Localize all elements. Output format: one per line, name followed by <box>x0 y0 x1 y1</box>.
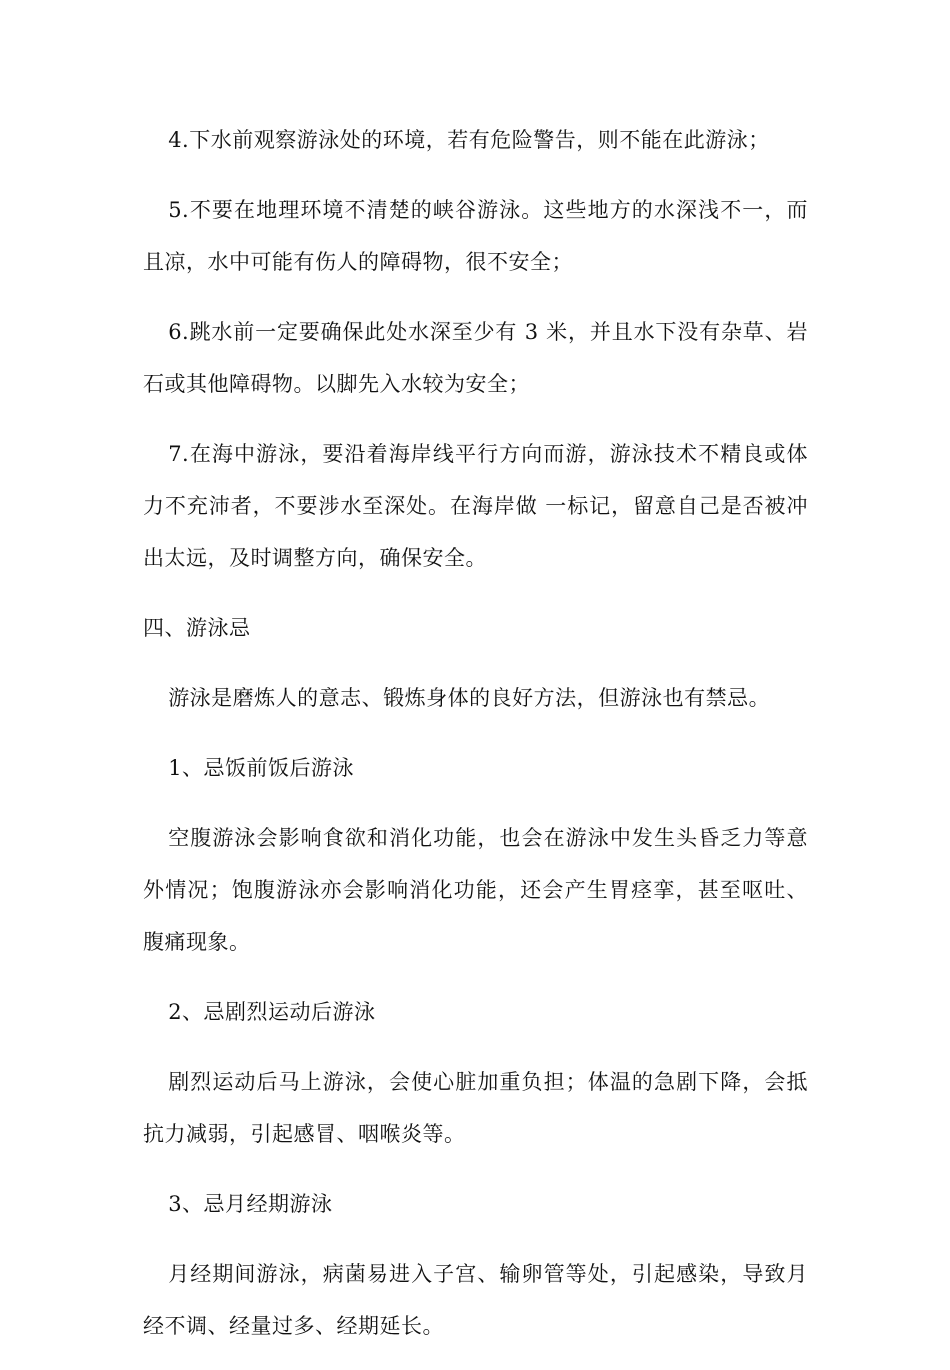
section-heading: 四、游泳忌 <box>143 616 251 640</box>
paragraph-rule-6: 6.跳水前一定要确保此处水深至少有 3 米，并且水下没有杂草、岩石或其他障碍物。以脚先入水较为安全； <box>143 320 808 396</box>
paragraph-rule-4: 4.下水前观察游泳处的环境，若有危险警告，则不能在此游泳； <box>168 128 770 152</box>
subheading-1: 1、忌饭前饭后游泳 <box>168 756 355 780</box>
paragraph-sub-2: 剧烈运动后马上游泳，会使心脏加重负担；体温的急剧下降，会抵抗力减弱，引起感冒、咽喉炎等。 <box>143 1070 808 1146</box>
subheading-2: 2、忌剧烈运动后游泳 <box>168 1000 376 1024</box>
subheading-3: 3、忌月经期游泳 <box>168 1192 333 1216</box>
paragraph-sub-1: 空腹游泳会影响食欲和消化功能，也会在游泳中发生头昏乏力等意外情况；饱腹游泳亦会影响消化功能，还会产生胃痉挛，甚至呕吐、腹痛现象。 <box>143 826 808 954</box>
document-body <box>143 114 808 1370</box>
paragraph-sub-3: 月经期间游泳，病菌易进入子宫、输卵管等处，引起感染，导致月经不调、经量过多、经期延长。 <box>143 1262 808 1338</box>
section-intro: 游泳是磨炼人的意志、锻炼身体的良好方法，但游泳也有禁忌。 <box>168 686 771 710</box>
paragraph-rule-5: 5.不要在地理环境不清楚的峡谷游泳。这些地方的水深浅不一，而且凉，水中可能有伤人的障碍物，很不安全； <box>143 198 808 274</box>
paragraph-rule-7: 7.在海中游泳，要沿着海岸线平行方向而游，游泳技术不精良或体力不充沛者，不要涉水至深处。在海岸做 一标记，留意自己是否被冲出太远，及时调整方向，确保安全。 <box>143 442 808 570</box>
